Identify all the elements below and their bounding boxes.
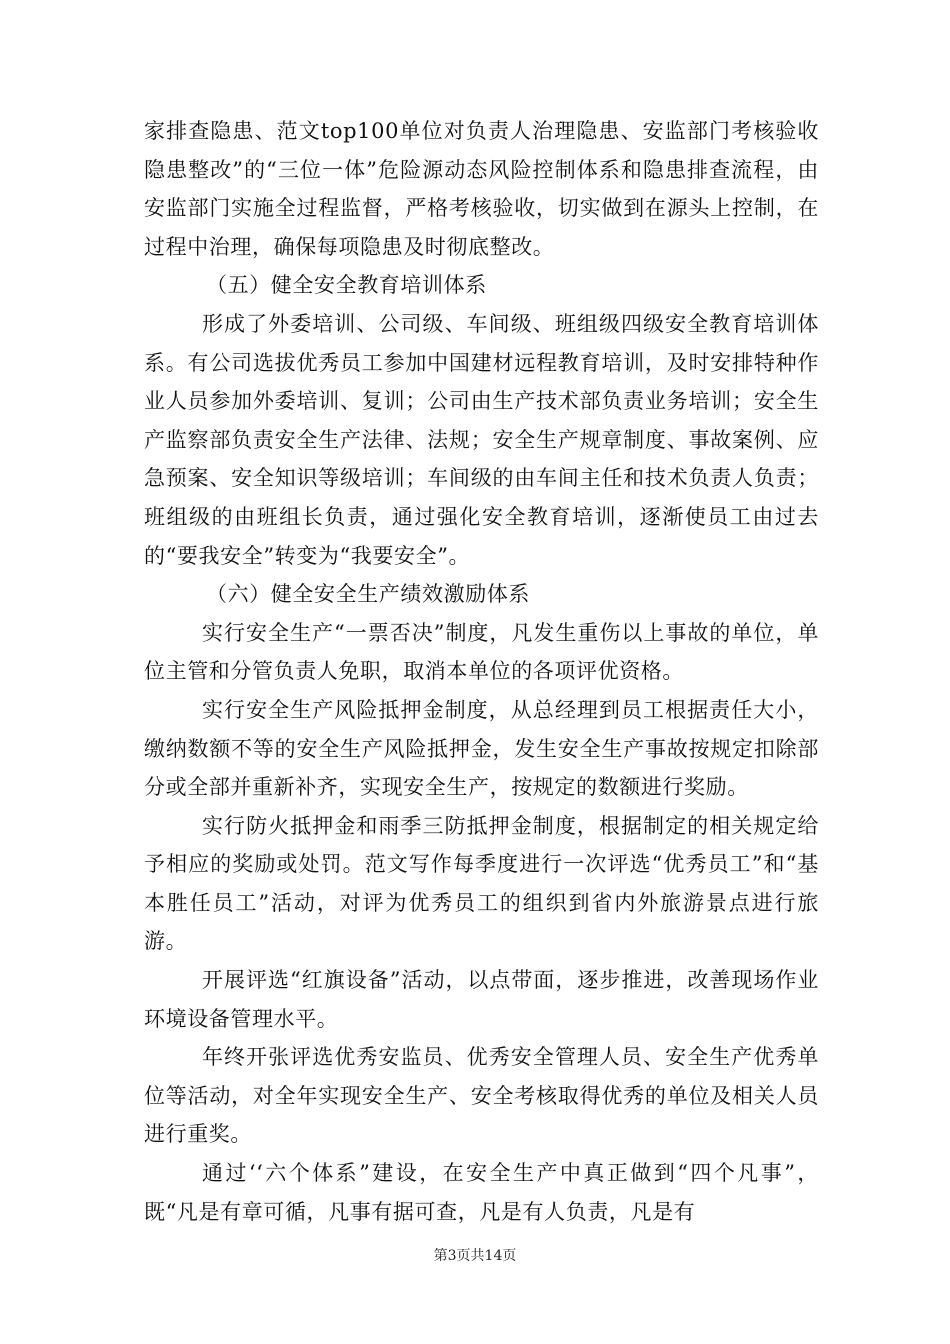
paragraph-fire-deposit: 实行防火抵押金和雨季三防抵押金制度，根据制定的相关规定给予相应的奖励或处罚。范文写作每季度进行一次评选“优秀员工”和“基本胜任员工”活动，对评为优秀员工的组织到省内外旅游景点进行旅游。	[144, 813, 819, 954]
footer-suffix: 页	[502, 1248, 517, 1264]
page-footer	[0, 1246, 950, 1266]
paragraph-continuation: 家排查隐患、范文top100单位对负责人治理隐患、安监部门考核验收隐患整改”的“三位一体”危险源动态风险控制体系和隐患排查流程，由安监部门实施全过程监督，严格考核验收，切实做到在源头上控制，在过程中治理，确保每项隐患及时彻底整改。	[144, 119, 819, 259]
paragraph-training-system: 形成了外委培训、公司级、车间级、班组级四级安全教育培训体系。有公司选拔优秀员工参加中国建材远程教育培训，及时安排特种作业人员参加外委培训、复训；公司由生产技术部负责业务培训；安全生产监察部负责安全生产法律、法规；安全生产规章制度、事故案例、应急预案、安全知识等级培训；车间级的由车间主任和技术负责人负责；班组级的由班组长负责，通过强化安全教育培训，逐渐使员工由过去的“要我安全”转变为“我要安全”。	[144, 311, 819, 568]
footer-current-page: 3	[447, 1248, 457, 1264]
paragraph-red-flag-equipment: 开展评选“红旗设备”活动，以点带面，逐步推进，改善现场作业环境设备管理水平。	[144, 968, 819, 1031]
section-heading-five: （五）健全安全教育培训体系	[206, 273, 487, 298]
document-body	[144, 112, 819, 1231]
paragraph-one-vote-veto: 实行安全生产“一票否决”制度，凡发生重伤以上事故的单位，单位主管和分管负责人免职，取消本单位的各项评优资格。	[144, 620, 819, 684]
section-heading-six: （六）健全安全生产绩效激励体系	[206, 582, 530, 607]
footer-prefix: 第	[433, 1248, 448, 1264]
paragraph-year-end-awards: 年终开张评选优秀安监员、优秀安全管理人员、安全生产优秀单位等活动，对全年实现安全生产、安全考核取得优秀的单位及相关人员进行重奖。	[144, 1045, 819, 1147]
paragraph-risk-deposit: 实行安全生产风险抵押金制度，从总经理到员工根据责任大小，缴纳数额不等的安全生产风险抵押金，发生安全生产事故按规定扣除部分或全部并重新补齐，实现安全生产，按规定的数额进行奖励。	[144, 697, 819, 800]
footer-total-pages: 14	[484, 1248, 503, 1264]
paragraph-six-systems: 通过‘‘六个体系”建设，在安全生产中真正做到“四个凡事”，既“凡是有章可循，凡事有据可查，凡是有人负责，凡是有	[144, 1161, 819, 1224]
footer-middle: 页共	[456, 1248, 485, 1264]
